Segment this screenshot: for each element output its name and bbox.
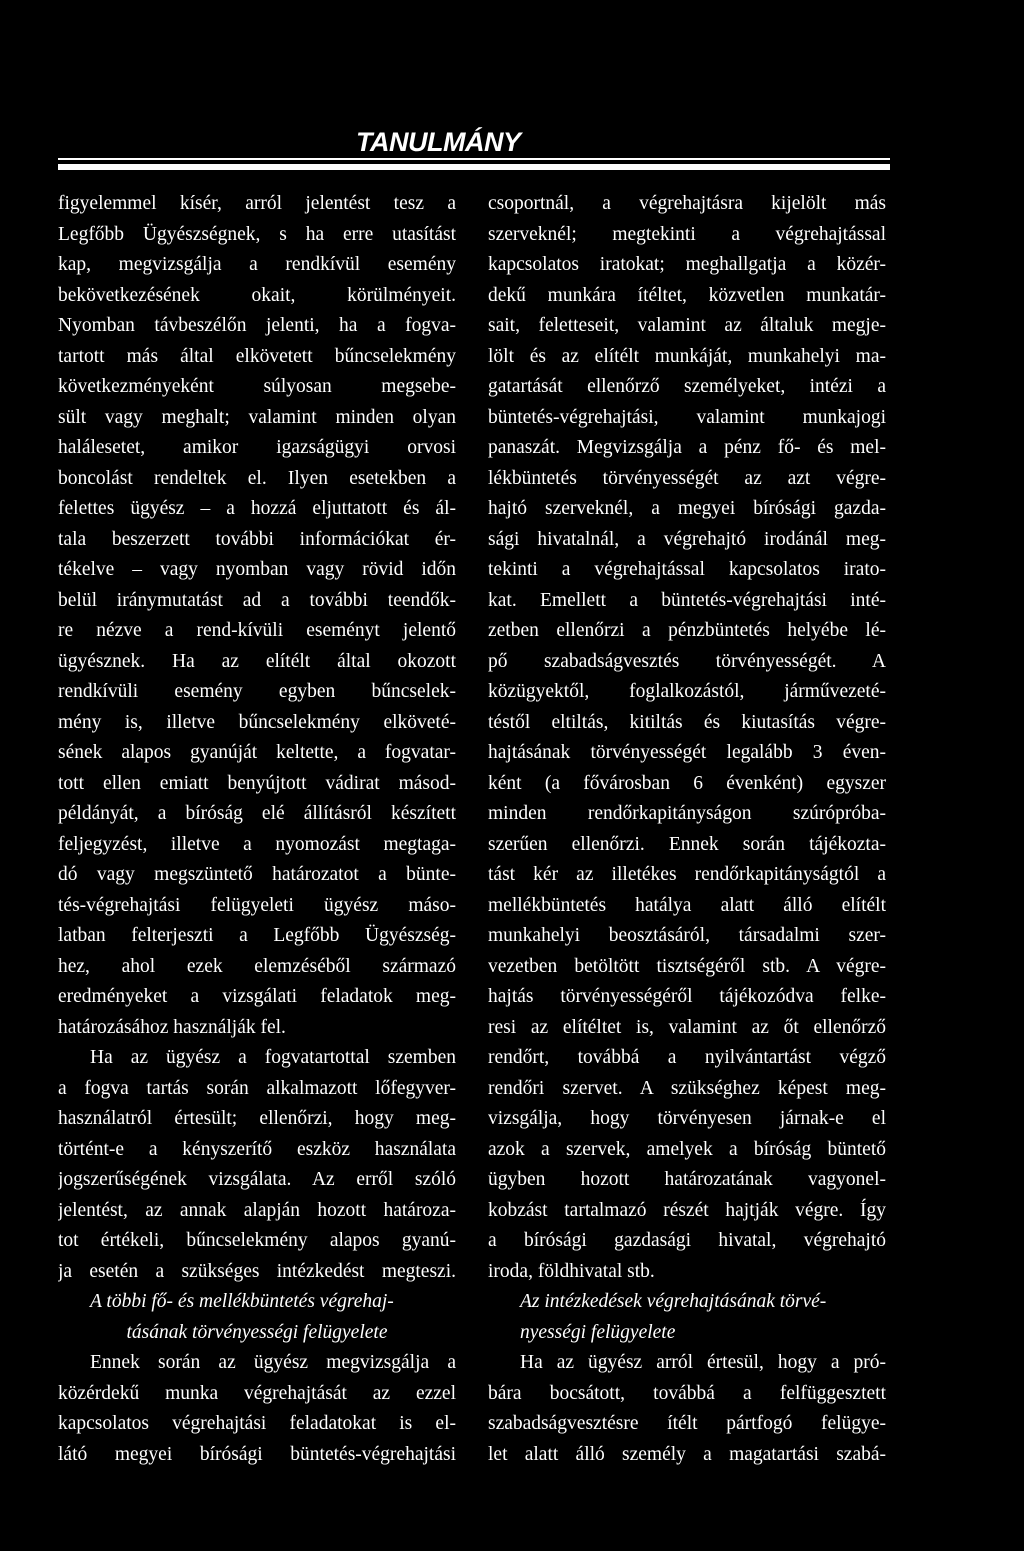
text-line: boncolást rendeltek el. Ilyen esetekben a — [58, 467, 456, 489]
text-line: hajtó szerveknél, a megyei bírósági gazda- — [488, 498, 886, 519]
text-line: hajtásának törvényességét legalább 3 éven- — [488, 742, 886, 763]
text-line: sági hivatalnál, a végrehajtó irodánál meg- — [488, 528, 886, 550]
text-line: iroda, földhivatal stb. — [488, 1260, 655, 1282]
text-line: rendkívüli esemény egyben bűncselek- — [58, 681, 456, 702]
text-line: használatról értesült; ellenőrzi, hogy meg- — [58, 1108, 456, 1129]
text-line: A többi fő- és mellékbüntetés végrehaj- — [90, 1291, 394, 1312]
text-line: ja esetén a szükséges intézkedést megteszi. — [58, 1260, 456, 1282]
text-line: ügyésznek. Ha az elítélt által okozott — [58, 650, 456, 672]
text-line: minden rendőrkapitányságon szúrópróba- — [488, 803, 886, 824]
text-line: jelentést, az annak alapján hozott határoza- — [58, 1199, 456, 1221]
text-line: közérdekű munka végrehajtását az ezzel — [58, 1382, 456, 1404]
text-line: figyelemmel kísér, arról jelentést tesz a — [58, 193, 456, 214]
text-line: zetben ellenőrzi a pénzbüntetés helyébe lé- — [488, 620, 886, 641]
text-line: Ha az ügyész arról értesül, hogy a pró- — [520, 1352, 886, 1373]
text-line: Ha az ügyész a fogvatartottal szemben — [90, 1047, 456, 1068]
text-line: tást kér az illetékes rendőrkapitányságtól a — [488, 864, 886, 885]
text-line: Nyomban távbeszélőn jelenti, ha a fogva- — [58, 315, 456, 336]
text-line: kobzást tartalmazó részét hajtják végre. Így — [488, 1199, 886, 1221]
text-line: kapcsolatos végrehajtási feladatokat is el- — [58, 1413, 456, 1434]
text-line: rendőrt, továbbá a nyilvántartást végző — [488, 1047, 886, 1068]
text-line: mény is, illetve bűncselekmény elköveté- — [58, 711, 456, 733]
text-line: következményeként súlyosan megsebe- — [58, 376, 456, 397]
text-line: resi az elítéltet is, valamint az őt ellenőrző — [488, 1016, 886, 1038]
text-line: közügyektől, foglalkozástól, járművezeté- — [488, 681, 886, 702]
text-line: rendőri szervet. A szükséghez képest meg- — [488, 1077, 886, 1099]
text-line: határozásához használják fel. — [58, 1016, 286, 1038]
text-line: hez, ahol ezek elemzéséből származó — [58, 955, 456, 977]
text-line: kat. Emellett a büntetés-végrehajtási inté- — [488, 589, 886, 611]
text-line: kap, megvizsgálja a rendkívül esemény — [58, 254, 456, 275]
header-rule-thick — [58, 164, 890, 170]
text-line: csoportnál, a végrehajtásra kijelölt más — [488, 193, 886, 214]
text-line: pő szabadságvesztés törvényességét. A — [488, 650, 886, 672]
text-line: példányát, a bíróság elé állításról készített — [58, 803, 456, 824]
text-line: tekinti a végrehajtással kapcsolatos irato- — [488, 559, 886, 580]
text-line: let alatt álló személy a magatartási szabá- — [488, 1443, 886, 1465]
text-line: halálesetet, amikor igazságügyi orvosi — [58, 437, 456, 458]
text-line: téstől eltiltás, kitiltás és kiutasítás végre- — [488, 711, 886, 733]
text-line: jogszerűségének vizsgálata. Az erről szóló — [58, 1169, 456, 1190]
text-line: panaszát. Megvizsgálja a pénz fő- és mel- — [488, 437, 886, 458]
text-line: ként (a fővárosban 6 évenként) egyszer — [488, 772, 886, 794]
text-line: tékelve – vagy nyomban vagy rövid időn — [58, 559, 456, 580]
text-line: Ennek során az ügyész megvizsgálja a — [90, 1352, 456, 1373]
text-line: tott ellen emiatt benyújtott vádirat másod- — [58, 772, 456, 794]
text-line: feljegyzést, illetve a nyomozást megtaga- — [58, 833, 456, 855]
text-line: a fogva tartás során alkalmazott lőfegyver- — [58, 1077, 456, 1099]
left-column — [58, 189, 456, 1470]
text-line: tés-végrehajtási felügyeleti ügyész máso- — [58, 894, 456, 916]
text-line: felettes ügyész – a hozzá eljuttatott és ál- — [58, 498, 456, 519]
text-line: hajtás törvényességéről tájékozódva felke- — [488, 986, 886, 1007]
text-line: eredményeket a vizsgálati feladatok meg- — [58, 986, 456, 1007]
text-line: latban felterjeszti a Legfőbb Ügyészség- — [58, 925, 456, 946]
text-line: kapcsolatos iratokat; meghallgatja a közér- — [488, 254, 886, 275]
text-line: Az intézkedések végrehajtásának törvé- — [520, 1291, 827, 1312]
text-line: szabadságvesztésre ítélt pártfogó felügye- — [488, 1413, 886, 1434]
section-title: TANULMÁNY — [356, 127, 521, 157]
text-line: mellékbüntetés hatálya alatt álló elítélt — [488, 894, 886, 916]
text-line: re nézve a rend-kívüli eseményt jelentő — [58, 620, 456, 641]
text-line: bára bocsátott, továbbá a felfüggesztett — [488, 1382, 886, 1404]
text-line: sült vagy meghalt; valamint minden olyan — [58, 406, 456, 428]
text-line: munkahelyi beosztásáról, társadalmi szer- — [488, 925, 886, 946]
text-line: azok a szervek, amelyek a bíróság büntető — [488, 1138, 886, 1160]
text-line: lékbüntetés törvényességét az azt végre- — [488, 467, 886, 489]
text-line: történt-e a kényszerítő eszköz használata — [58, 1138, 456, 1160]
text-line: látó megyei bírósági büntetés-végrehajtási — [58, 1443, 456, 1465]
text-line: sait, feletteseit, valamint az általuk megje- — [488, 315, 886, 336]
text-line: nyességi felügyelete — [520, 1321, 676, 1343]
text-line: a bírósági gazdasági hivatal, végrehajtó — [488, 1230, 886, 1251]
right-column — [488, 189, 886, 1470]
text-line: dekű munkára ítéltet, közvetlen munkatár- — [488, 284, 886, 306]
text-line: vezetben betöltött tisztségéről stb. A végre- — [488, 955, 886, 977]
text-line: dó vagy megszüntető határozatot a bünte- — [58, 864, 456, 885]
text-line: szerűen ellenőrzi. Ennek során tájékozta- — [488, 833, 886, 855]
text-line: belül iránymutatást ad a további teendők- — [58, 589, 456, 611]
text-line: ügyben hozott határozatának vagyonel- — [488, 1169, 886, 1190]
text-line: lölt és az elítélt munkáját, munkahelyi ma- — [488, 345, 886, 367]
text-line: bekövetkezésének okait, körülményeit. — [58, 284, 456, 306]
text-line: szerveknél; megtekinti a végrehajtással — [488, 223, 886, 245]
text-line: tala beszerzett további információkat ér- — [58, 528, 456, 550]
text-line: büntetés-végrehajtási, valamint munkajogi — [488, 406, 886, 428]
text-line: tásának törvényességi felügyelete — [126, 1321, 388, 1343]
text-line: gatartását ellenőrző személyeket, intézi a — [488, 376, 886, 397]
text-line: Legfőbb Ügyészségnek, s ha erre utasítást — [58, 223, 456, 245]
text-line: vizsgálja, hogy törvényesen járnak-e el — [488, 1108, 886, 1129]
header-rule-thin — [58, 158, 890, 160]
text-line: tartott más által elkövetett bűncselekmény — [58, 345, 456, 367]
text-line: tot értékeli, bűncselekmény alapos gyanú- — [58, 1230, 456, 1251]
text-line: sének alapos gyanúját keltette, a fogvatar- — [58, 742, 456, 763]
